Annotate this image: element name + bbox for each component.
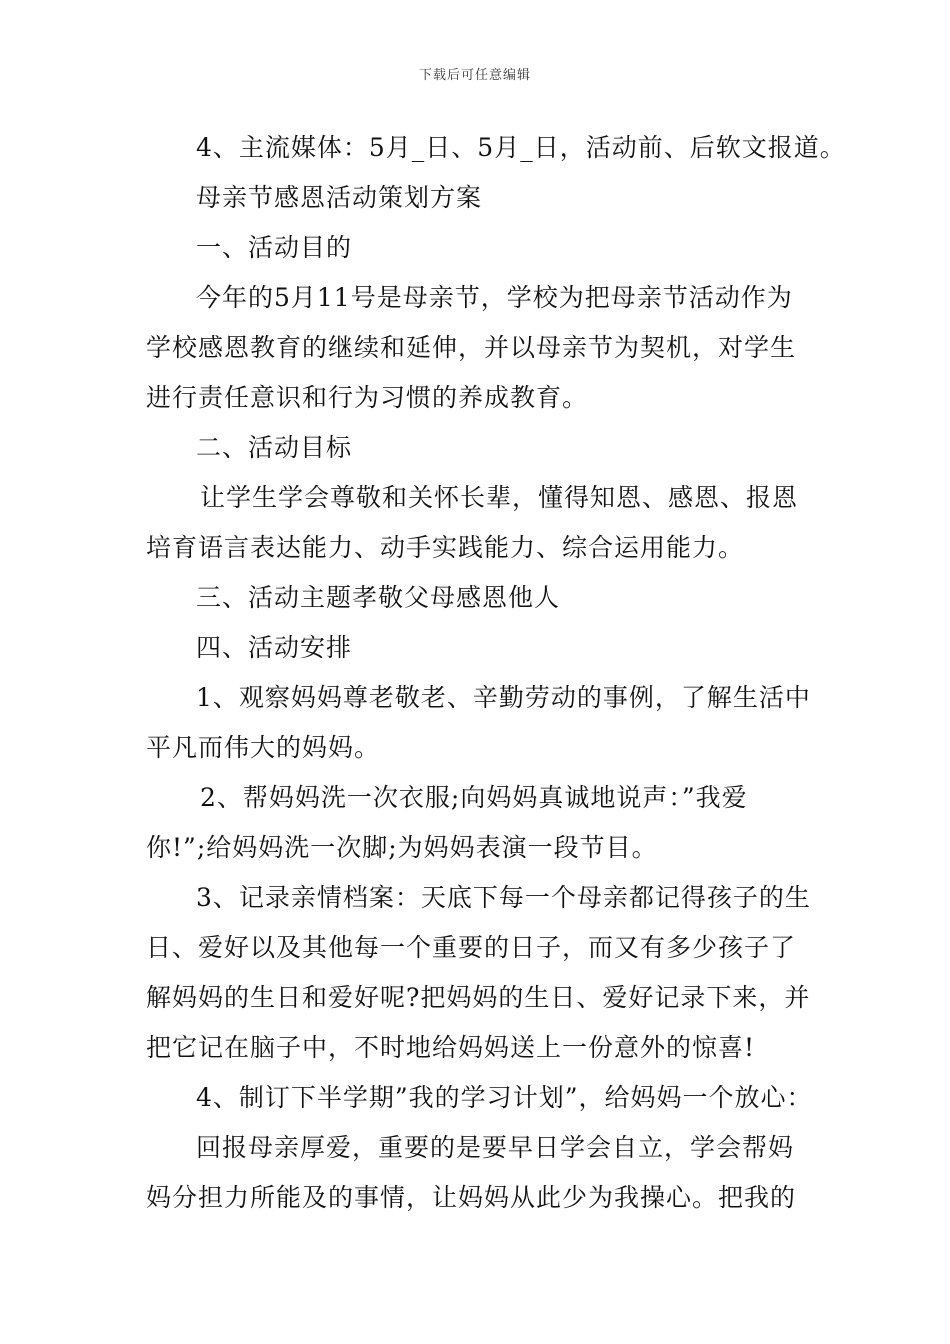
section-heading-theme: 三、活动主题孝敬父母感恩他人	[196, 583, 561, 612]
text-line: 4、制订下半学期”我的学习计划”，给妈妈一个放心：	[196, 1083, 813, 1112]
text-line: 今年的5月11号是母亲节，学校为把母亲节活动作为	[196, 283, 793, 312]
text-line: 3、记录亲情档案：天底下每一个母亲都记得孩子的生	[196, 883, 811, 912]
text-line-plan-title: 母亲节感恩活动策划方案	[196, 183, 483, 212]
page-header: 下载后可任意编辑	[418, 68, 531, 83]
text-line: 学校感恩教育的继续和延伸，并以母亲节为契机，对学生	[146, 333, 797, 362]
text-line: 妈分担力所能及的事情，让妈妈从此少为我操心。把我的	[146, 1183, 797, 1212]
text-line: 把它记在脑子中，不时地给妈妈送上一份意外的惊喜!	[146, 1033, 756, 1062]
section-heading-goal: 二、活动目标	[196, 433, 353, 462]
text-line-media: 4、主流媒体：5月_日、5月_日，活动前、后软文报道。	[196, 133, 846, 162]
text-line: 平凡而伟大的妈妈。	[146, 733, 381, 762]
text-line: 培育语言表达能力、动手实践能力、综合运用能力。	[146, 533, 745, 562]
section-heading-purpose: 一、活动目的	[196, 233, 353, 262]
text-line: 解妈妈的生日和爱好呢?把妈妈的生日、爱好记录下来，并	[146, 983, 811, 1012]
text-line: 1、观察妈妈尊老敬老、辛勤劳动的事例，了解生活中	[196, 683, 811, 712]
text-line: 进行责任意识和行为习惯的养成教育。	[146, 383, 589, 412]
text-line: 日、爱好以及其他每一个重要的日子，而又有多少孩子了	[146, 933, 797, 962]
text-line: 让学生学会尊敬和关怀长辈，懂得知恩、感恩、报恩	[200, 483, 799, 512]
text-line: 2、帮妈妈洗一次衣服;向妈妈真诚地说声：”我爱	[200, 783, 748, 812]
text-line: 你!”;给妈妈洗一次脚;为妈妈表演一段节目。	[146, 833, 658, 862]
section-heading-arrangement: 四、活动安排	[196, 633, 353, 662]
text-line: 回报母亲厚爱，重要的是要早日学会自立，学会帮妈	[196, 1133, 795, 1162]
